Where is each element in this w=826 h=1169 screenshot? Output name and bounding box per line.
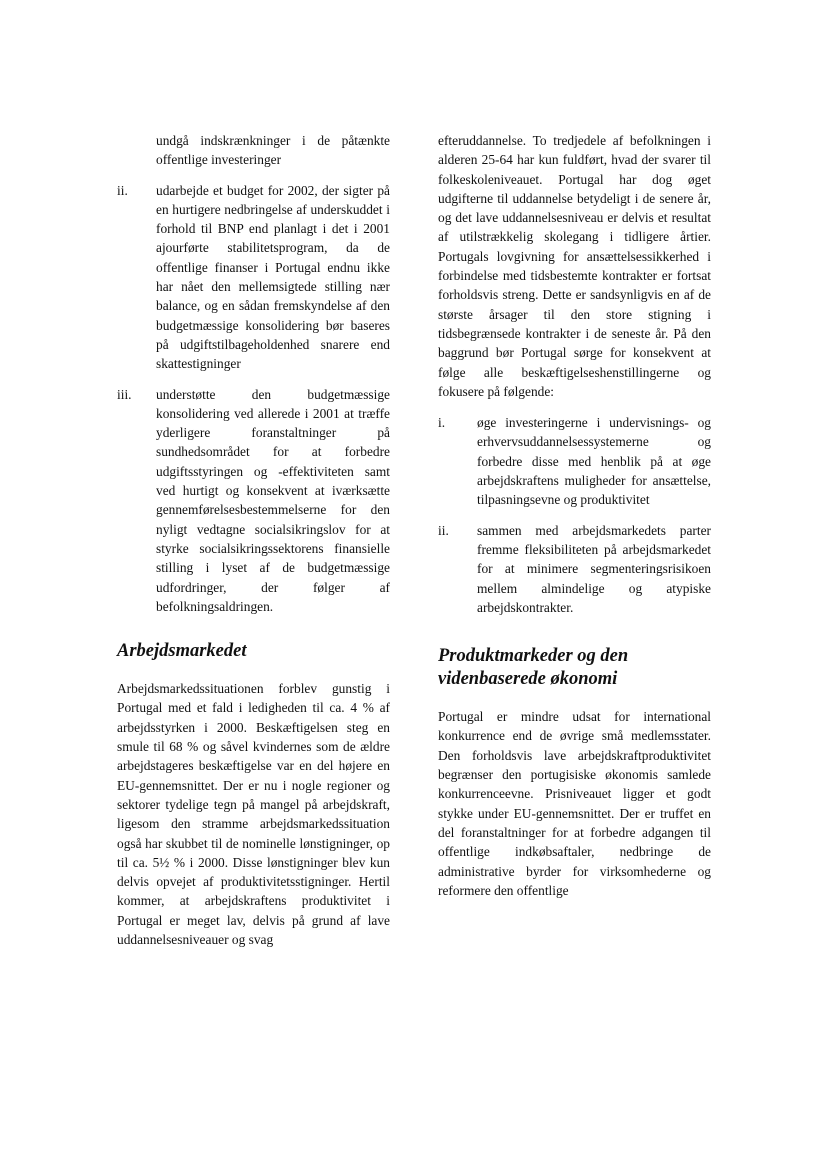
list-item xyxy=(438,521,711,617)
list-item-text: sammen med arbejdsmarkedets parter fremme fleksibiliteten på arbejdsmarkedet for at minimere segmenteringsrisikoen mellem almindelige og atypiske arbejdskontrakter. xyxy=(477,522,711,615)
list-item-text: øge investeringerne i undervisnings- og erhvervsuddannelsessystemerne og forbedre disse med henblik på at øge arbejdskraftens muligheder for ansættelse, tilpasningsevne og produktivitet xyxy=(477,415,711,508)
list-item xyxy=(438,413,711,509)
list-item-text: understøtte den budgetmæssige konsolidering ved allerede i 2001 at træffe yderligere foranstaltninger på sundhedsområdet for at forbedre udgiftsstyringen og -effektiviteten samt ved hurtigt og konsekvent at iværksætte gennemførelsesbestemmelserne for den nyligt vedtagne socialsikringslov for at styrke socialsikringssektorens finansielle stilling i lyset af de budgetmæssige udfordringer, der følger af befolkningsaldringen. xyxy=(156,386,390,614)
list-item-number: ii. xyxy=(438,522,449,538)
section-heading-labour-market: Arbejdsmarkedet xyxy=(117,641,247,662)
body-paragraph: Portugal er mindre udsat for international konkurrence end de øvrige små medlemsstater. Den forholdsvis lave arbejdskraftproduktivitet begrænser den portugisiske økonomis samlede konkurrenceevne. Prisniveauet ligger et godt stykke under EU-gennemsnittet. Der er truffet en del foranstaltninger for at forbedre adgangen til offentlige indkøbsaftaler, nedbringe de administrative byrder for virksomhederne og reformere den offentlige xyxy=(438,709,711,898)
list-item-number: ii. xyxy=(117,182,128,198)
list-item xyxy=(117,385,390,617)
body-paragraph: efteruddannelse. To tredjedele af befolkningen i alderen 25-64 har kun fuldført, hvad der svarer til folkeskoleniveauet. Portugal har dog øget udgifterne til uddannelse betydeligt i de senere år, og det lave uddannelsesniveau er delvis et resultat af utilstrækkelig skolegang i tidligere årtier. Portugals lovgivning for ansættelsessikkerhed i forbindelse med tidsbestemte kontrakter er fortsat forholdsvis streng. Dette er sandsynligvis en af de største årsager til den store stigning i tidsbegrænsede kontrakter i de seneste år. På den baggrund bør Portugal sørge for konsekvent at følge alle beskæftigelseshenstillingerne og fokusere på følgende: xyxy=(438,133,711,399)
list-item-number: i. xyxy=(438,415,446,431)
recommendation-list xyxy=(438,413,711,617)
list-item-text: udarbejde et budget for 2002, der sigter på en hurtigere nedbringelse af underskuddet i forhold til BNP end planlagt i det i 2001 ajourførte stabilitetsprogram, da de offentlige finanser i Portugal endnu ikke har nået den mellemsigtede stilling nær balance, og en sådan fremskyndelse af den budgetmæssige konsolidering bør baseres på udgiftstilbageholdenhed snarere end skattestigninger xyxy=(156,182,390,372)
section-heading-product-markets: Produktmarkeder og den videnbaserede økonomi xyxy=(438,646,629,690)
list-item xyxy=(117,181,390,374)
recommendation-list xyxy=(117,181,390,617)
list-item-number: iii. xyxy=(117,386,132,402)
right-column xyxy=(438,131,711,900)
list-item-continuation: undgå indskrænkninger i de påtænkte offentlige investeringer xyxy=(156,133,390,168)
left-column xyxy=(117,131,390,949)
body-paragraph: Arbejdsmarkedssituationen forblev gunstig i Portugal med et fald i ledigheden til ca. 4 % af arbejdsstyrken i 2000. Beskæftigelsen steg en smule til 68 % og såvel kvindernes som de ældre arbejdstageres beskæftigelse var en del højere en EU-gennemsnittet. Der er nu i nogle regioner og sektorer tydelige tegn på mangel på arbejdskraft, ligesom den stramme arbejdsmarkedssituation også har skubbet til de nominelle lønstigninger, op til ca. 5½ % i 2000. Disse lønstigninger blev kun delvis opvejet af produktivitetsstigninger. Hertil kommer, at arbejdskraftens produktivitet i Portugal er meget lav, delvis på grund af lave uddannelsesniveauer og svag xyxy=(117,681,390,947)
